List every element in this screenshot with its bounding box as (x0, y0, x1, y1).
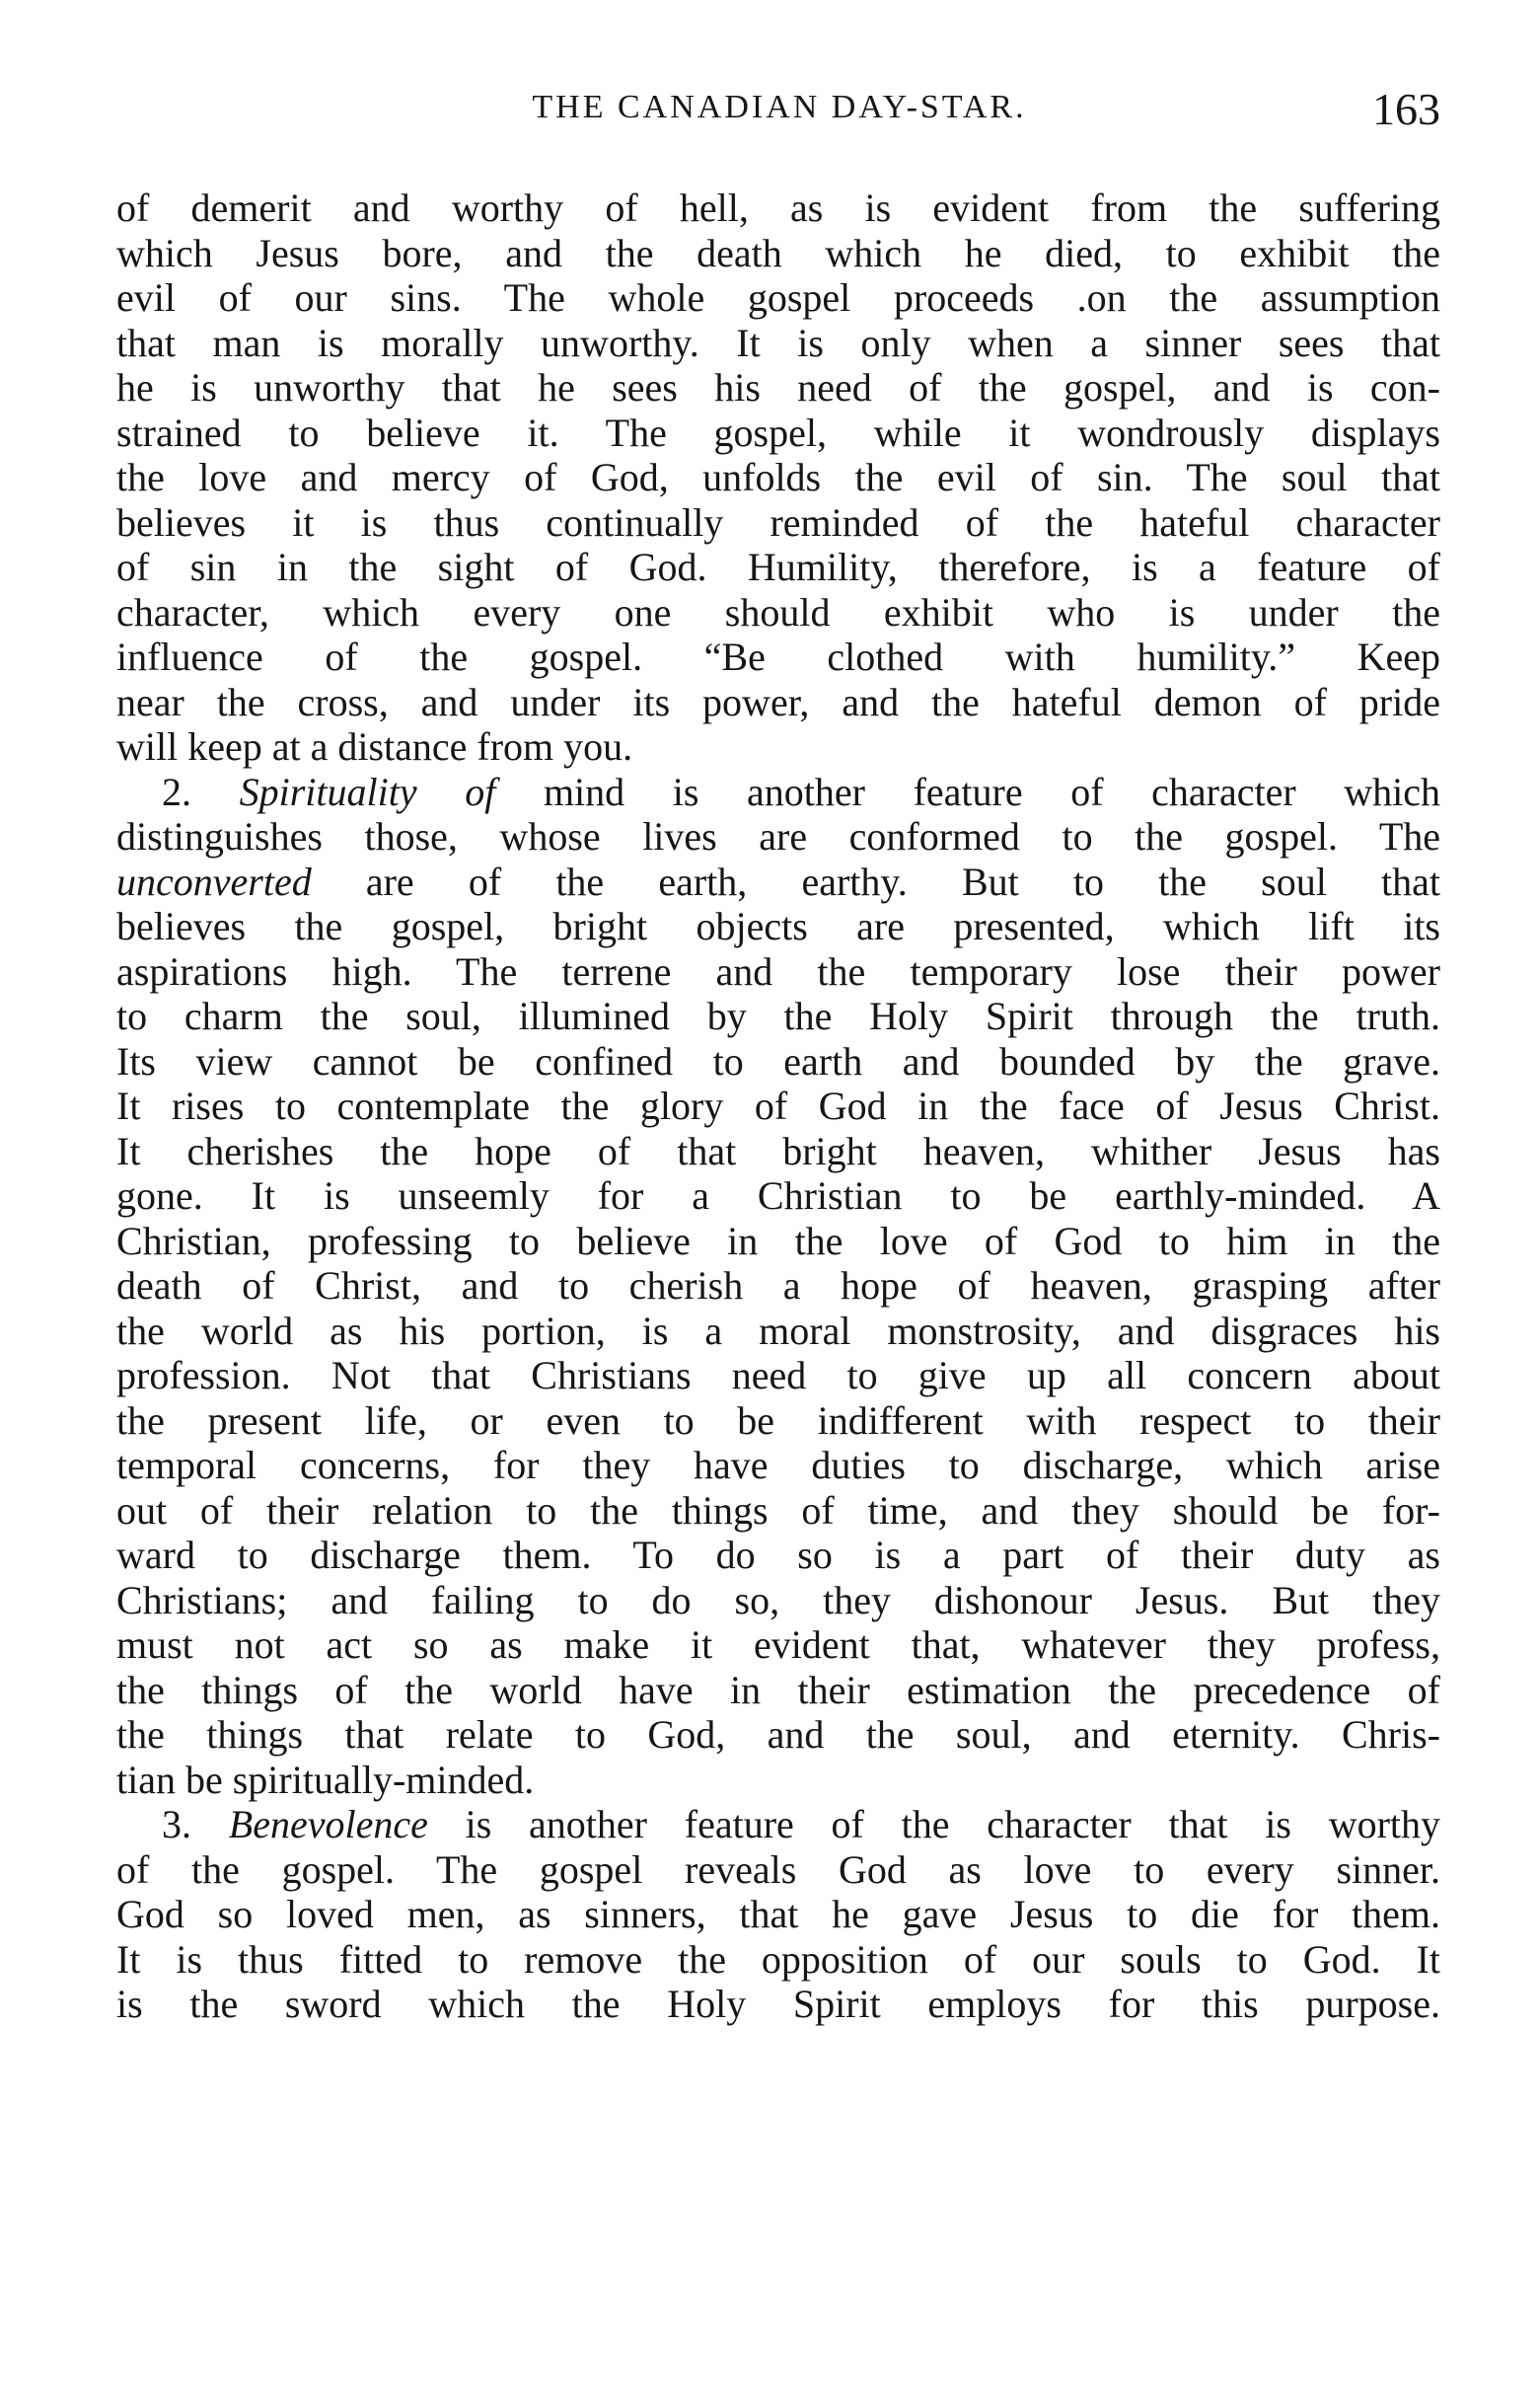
section-number: 2. (162, 769, 191, 814)
text-line: It is thus fitted to remove the opposition of our souls to God. It (116, 1936, 1440, 1982)
text-line: Christian, professing to believe in the love of God to him in the (116, 1218, 1440, 1263)
text-line: must not act so as make it evident that, whatever they profess, (116, 1622, 1440, 1667)
text-line: gone. It is unseemly for a Christian to be earthly-minded. A (116, 1173, 1440, 1218)
text-line-with-italic (116, 860, 1440, 905)
text-line: evil of our sins. The whole gospel proceeds .on the assumption (116, 275, 1440, 320)
text-line: aspirations high. The terrene and the temporary lose their power (116, 948, 1440, 994)
text-line: the things of the world have in their estimation the precedence of (116, 1667, 1440, 1712)
text-fragment: is another feature of the character that is worthy (465, 1802, 1441, 1846)
section-number: 3. (162, 1802, 191, 1846)
text-line: he is unworthy that he sees his need of the gospel, and is con- (116, 365, 1440, 410)
italic-term: Benevolence (228, 1802, 428, 1846)
text-line: of demerit and worthy of hell, as is evident from the suffering (116, 186, 1440, 230)
text-line: near the cross, and under its power, and the hateful demon of pride (116, 679, 1440, 724)
text-fragment: mind is another feature of character which (543, 769, 1441, 814)
running-head (118, 83, 1440, 142)
text-line: which Jesus bore, and the death which he died, to exhibit the (116, 230, 1440, 275)
italic-term: Spirituality of (239, 769, 496, 814)
text-line: the love and mercy of God, unfolds the evil of sin. The soul that (116, 455, 1440, 499)
text-line: Christians; and failing to do so, they dishonour Jesus. But they (116, 1577, 1440, 1622)
text-line: the world as his portion, is a moral monstrosity, and disgraces his (116, 1308, 1440, 1353)
text-line: strained to believe it. The gospel, while it wondrously displays (116, 410, 1440, 455)
text-line: the present life, or even to be indifferent with respect to their (116, 1397, 1440, 1443)
text-line: the things that relate to God, and the soul, and eternity. Chris- (116, 1712, 1440, 1757)
running-title: THE CANADIAN DAY-STAR. (532, 89, 1027, 125)
text-line: believes the gospel, bright objects are presented, which lift its (116, 904, 1440, 948)
text-line: will keep at a distance from you. (116, 724, 633, 769)
page-number: 163 (1372, 84, 1440, 134)
paragraph-start-spirituality (116, 770, 1440, 815)
text-line: distinguishes those, whose lives are conformed to the gospel. The (116, 814, 1440, 859)
text-line: that man is morally unworthy. It is only when a sinner sees that (116, 320, 1440, 365)
text-line: profession. Not that Christians need to give up all concern about (116, 1353, 1440, 1397)
text-line: ward to discharge them. To do so is a part of their duty as (116, 1533, 1440, 1577)
text-line: influence of the gospel. “Be clothed with humility.” Keep (116, 635, 1440, 679)
text-line: to charm the soul, illumined by the Holy Spirit through the truth. (116, 994, 1440, 1038)
text-fragment: are of the earth, earthy. But to the soul that (365, 859, 1440, 904)
text-line: of sin in the sight of God. Humility, therefore, is a feature of (116, 545, 1440, 589)
text-line: temporal concerns, for they have duties to discharge, which arise (116, 1443, 1440, 1487)
text-line: Its view cannot be confined to earth and bounded by the grave. (116, 1038, 1440, 1084)
text-line: character, which every one should exhibit who is under the (116, 589, 1440, 635)
text-line: It cherishes the hope of that bright heaven, whither Jesus has (116, 1128, 1440, 1173)
body-text (116, 186, 1440, 2027)
text-line: God so loved men, as sinners, that he gave Jesus to die for them. (116, 1892, 1440, 1936)
text-line: believes it is thus continually reminded of the hateful character (116, 499, 1440, 545)
text-line: out of their relation to the things of time, and they should be for- (116, 1487, 1440, 1533)
text-line: It rises to contemplate the glory of God in the face of Jesus Christ. (116, 1084, 1440, 1128)
paragraph-start-benevolence (116, 1802, 1440, 1847)
text-line: tian be spiritually-minded. (116, 1757, 535, 1802)
text-line: is the sword which the Holy Spirit employs for this purpose. (116, 1982, 1440, 2026)
text-line: death of Christ, and to cherish a hope of heaven, grasping after (116, 1263, 1440, 1308)
italic-term: unconverted (116, 859, 312, 904)
text-line: of the gospel. The gospel reveals God as love to every sinner. (116, 1846, 1440, 1892)
